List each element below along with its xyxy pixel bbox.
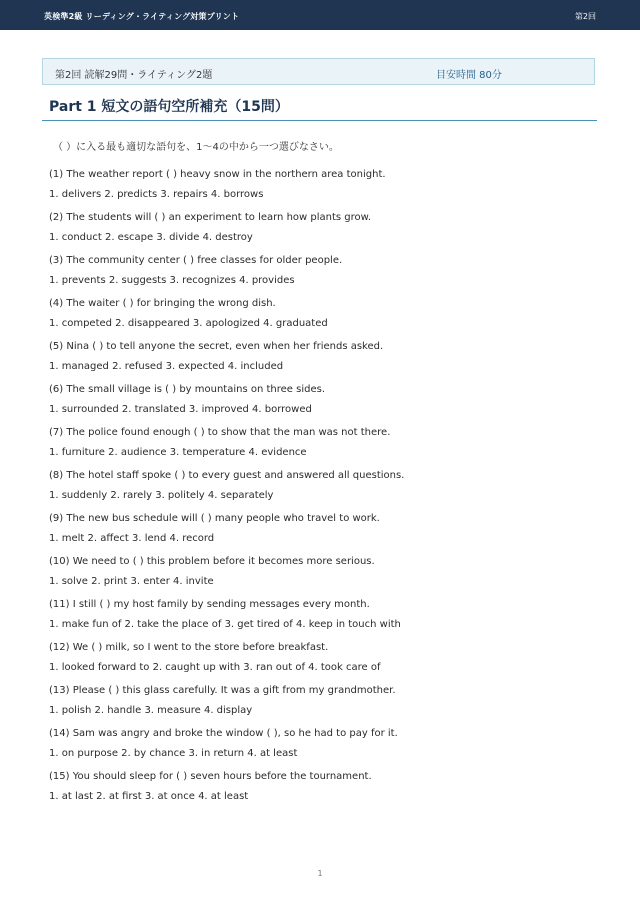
question-12: (12) We ( ) milk, so I went to the store before breakfast. bbox=[49, 642, 329, 653]
choices-4: 1. competed 2. disappeared 3. apologized 4. graduated bbox=[49, 318, 328, 329]
question-13: (13) Please ( ) this glass carefully. It was a gift from my grandmother. bbox=[49, 685, 396, 696]
header-bar bbox=[0, 0, 640, 30]
header-title: 英検準2級 リーディング・ライティング対策プリント bbox=[44, 12, 240, 21]
choices-7: 1. furniture 2. audience 3. temperature 4. evidence bbox=[49, 447, 307, 458]
question-3: (3) The community center ( ) free classes for older people. bbox=[49, 255, 343, 266]
question-15: (15) You should sleep for ( ) seven hours before the tournament. bbox=[49, 771, 372, 782]
question-2: (2) The students will ( ) an experiment to learn how plants grow. bbox=[49, 212, 372, 223]
choices-14: 1. on purpose 2. by chance 3. in return 4. at least bbox=[49, 748, 298, 759]
question-9: (9) The new bus schedule will ( ) many people who travel to work. bbox=[49, 513, 380, 524]
choices-3: 1. prevents 2. suggests 3. recognizes 4. provides bbox=[49, 275, 295, 286]
part-title: Part 1 短文の語句空所補充（15問） bbox=[49, 99, 289, 115]
page-number: 1 bbox=[317, 869, 323, 878]
question-5: (5) Nina ( ) to tell anyone the secret, even when her friends asked. bbox=[49, 341, 384, 352]
question-7: (7) The police found enough ( ) to show that the man was not there. bbox=[49, 427, 391, 438]
choices-6: 1. surrounded 2. translated 3. improved 4. borrowed bbox=[49, 404, 312, 415]
choices-15: 1. at last 2. at first 3. at once 4. at least bbox=[49, 791, 249, 802]
choices-1: 1. delivers 2. predicts 3. repairs 4. borrows bbox=[49, 189, 264, 200]
choices-11: 1. make fun of 2. take the place of 3. get tired of 4. keep in touch with bbox=[49, 619, 401, 630]
question-4: (4) The waiter ( ) for bringing the wrong dish. bbox=[49, 298, 276, 309]
choices-9: 1. melt 2. affect 3. lend 4. record bbox=[49, 533, 215, 544]
question-6: (6) The small village is ( ) by mountains on three sides. bbox=[49, 384, 326, 395]
instruction: （ ）に入る最も適切な語句を、1〜4の中から一つ選びなさい。 bbox=[53, 142, 339, 153]
info-right: 目安時間 80分 bbox=[436, 70, 502, 81]
info-left: 第2回 読解29問・ライティング2題 bbox=[55, 70, 213, 81]
choices-8: 1. suddenly 2. rarely 3. politely 4. separately bbox=[49, 490, 274, 501]
choices-13: 1. polish 2. handle 3. measure 4. display bbox=[49, 705, 253, 716]
choices-12: 1. looked forward to 2. caught up with 3. ran out of 4. took care of bbox=[49, 662, 381, 673]
divider bbox=[42, 120, 597, 121]
question-8: (8) The hotel staff spoke ( ) to every guest and answered all questions. bbox=[49, 470, 405, 481]
question-10: (10) We need to ( ) this problem before it becomes more serious. bbox=[49, 556, 375, 567]
choices-2: 1. conduct 2. escape 3. divide 4. destroy bbox=[49, 232, 253, 243]
question-14: (14) Sam was angry and broke the window ( ), so he had to pay for it. bbox=[49, 728, 398, 739]
choices-10: 1. solve 2. print 3. enter 4. invite bbox=[49, 576, 214, 587]
question-1: (1) The weather report ( ) heavy snow in the northern area tonight. bbox=[49, 169, 386, 180]
question-11: (11) I still ( ) my host family by sending messages every month. bbox=[49, 599, 370, 610]
choices-5: 1. managed 2. refused 3. expected 4. included bbox=[49, 361, 284, 372]
info-box bbox=[42, 58, 595, 85]
header-round: 第2回 bbox=[574, 12, 596, 21]
